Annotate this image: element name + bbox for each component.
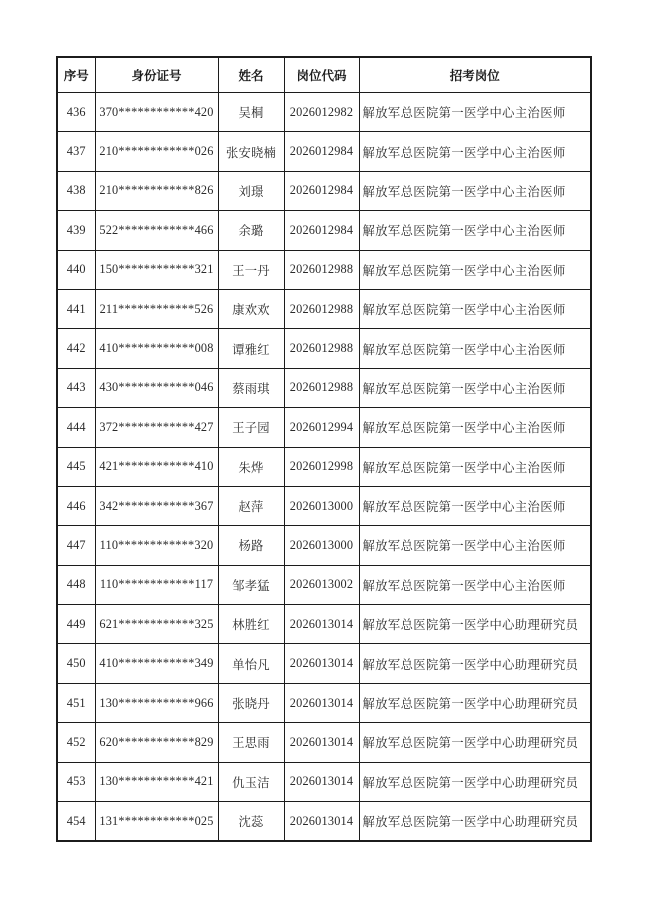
cell-id-number: 211************526 bbox=[95, 289, 218, 328]
cell-name: 康欢欢 bbox=[218, 289, 284, 328]
cell-position-code: 2026012984 bbox=[284, 132, 359, 171]
cell-position-code: 2026012984 bbox=[284, 211, 359, 250]
cell-id-number: 370************420 bbox=[95, 93, 218, 132]
cell-name: 余璐 bbox=[218, 211, 284, 250]
cell-position-code: 2026013014 bbox=[284, 723, 359, 762]
candidate-roster-table bbox=[56, 56, 592, 842]
cell-position-code: 2026012984 bbox=[284, 171, 359, 210]
cell-id-number: 620************829 bbox=[95, 723, 218, 762]
cell-serial: 454 bbox=[57, 802, 95, 842]
cell-name: 邹孝猛 bbox=[218, 565, 284, 604]
cell-id-number: 150************321 bbox=[95, 250, 218, 289]
cell-position-title: 解放军总医院第一医学中心助理研究员 bbox=[359, 683, 591, 722]
table-row bbox=[57, 486, 591, 525]
cell-id-number: 342************367 bbox=[95, 486, 218, 525]
cell-serial: 444 bbox=[57, 408, 95, 447]
cell-serial: 449 bbox=[57, 605, 95, 644]
cell-id-number: 130************421 bbox=[95, 762, 218, 801]
table-row bbox=[57, 723, 591, 762]
cell-id-number: 110************117 bbox=[95, 565, 218, 604]
cell-serial: 447 bbox=[57, 526, 95, 565]
table-row bbox=[57, 683, 591, 722]
cell-serial: 453 bbox=[57, 762, 95, 801]
cell-serial: 450 bbox=[57, 644, 95, 683]
cell-position-code: 2026012998 bbox=[284, 447, 359, 486]
cell-position-title: 解放军总医院第一医学中心助理研究员 bbox=[359, 802, 591, 842]
cell-position-code: 2026013002 bbox=[284, 565, 359, 604]
cell-id-number: 621************325 bbox=[95, 605, 218, 644]
table-row bbox=[57, 408, 591, 447]
cell-position-code: 2026013000 bbox=[284, 486, 359, 525]
cell-position-title: 解放军总医院第一医学中心主治医师 bbox=[359, 486, 591, 525]
cell-id-number: 210************826 bbox=[95, 171, 218, 210]
table-row bbox=[57, 93, 591, 132]
cell-position-title: 解放军总医院第一医学中心主治医师 bbox=[359, 289, 591, 328]
cell-name: 王思雨 bbox=[218, 723, 284, 762]
table-row bbox=[57, 644, 591, 683]
cell-name: 仇玉洁 bbox=[218, 762, 284, 801]
cell-position-title: 解放军总医院第一医学中心助理研究员 bbox=[359, 762, 591, 801]
cell-name: 吴桐 bbox=[218, 93, 284, 132]
cell-position-title: 解放军总医院第一医学中心主治医师 bbox=[359, 211, 591, 250]
cell-position-title: 解放军总医院第一医学中心助理研究员 bbox=[359, 644, 591, 683]
table-row bbox=[57, 289, 591, 328]
cell-serial: 439 bbox=[57, 211, 95, 250]
cell-position-code: 2026012994 bbox=[284, 408, 359, 447]
table-row bbox=[57, 526, 591, 565]
cell-name: 杨路 bbox=[218, 526, 284, 565]
cell-name: 张安晓楠 bbox=[218, 132, 284, 171]
cell-position-code: 2026013014 bbox=[284, 802, 359, 842]
column-header-name: 姓名 bbox=[218, 57, 284, 93]
cell-id-number: 210************026 bbox=[95, 132, 218, 171]
cell-position-code: 2026012988 bbox=[284, 329, 359, 368]
cell-position-title: 解放军总医院第一医学中心主治医师 bbox=[359, 329, 591, 368]
cell-name: 单怡凡 bbox=[218, 644, 284, 683]
cell-position-code: 2026012988 bbox=[284, 368, 359, 407]
cell-serial: 443 bbox=[57, 368, 95, 407]
cell-position-code: 2026013000 bbox=[284, 526, 359, 565]
cell-position-code: 2026012982 bbox=[284, 93, 359, 132]
cell-position-code: 2026013014 bbox=[284, 605, 359, 644]
cell-name: 谭雅红 bbox=[218, 329, 284, 368]
table-row bbox=[57, 447, 591, 486]
cell-serial: 438 bbox=[57, 171, 95, 210]
cell-serial: 441 bbox=[57, 289, 95, 328]
table-body bbox=[57, 93, 591, 842]
table-row bbox=[57, 329, 591, 368]
cell-name: 王子园 bbox=[218, 408, 284, 447]
table-row bbox=[57, 171, 591, 210]
table-row bbox=[57, 132, 591, 171]
cell-position-title: 解放军总医院第一医学中心主治医师 bbox=[359, 447, 591, 486]
cell-serial: 446 bbox=[57, 486, 95, 525]
cell-serial: 440 bbox=[57, 250, 95, 289]
table-row bbox=[57, 565, 591, 604]
cell-position-title: 解放军总医院第一医学中心助理研究员 bbox=[359, 723, 591, 762]
cell-id-number: 410************349 bbox=[95, 644, 218, 683]
cell-serial: 452 bbox=[57, 723, 95, 762]
column-header-position: 招考岗位 bbox=[359, 57, 591, 93]
cell-name: 刘璟 bbox=[218, 171, 284, 210]
cell-position-title: 解放军总医院第一医学中心主治医师 bbox=[359, 526, 591, 565]
cell-name: 林胜红 bbox=[218, 605, 284, 644]
cell-serial: 451 bbox=[57, 683, 95, 722]
column-header-id-number: 身份证号 bbox=[95, 57, 218, 93]
table-row bbox=[57, 211, 591, 250]
cell-serial: 445 bbox=[57, 447, 95, 486]
table-row bbox=[57, 368, 591, 407]
cell-name: 朱烨 bbox=[218, 447, 284, 486]
cell-id-number: 130************966 bbox=[95, 683, 218, 722]
table-row bbox=[57, 250, 591, 289]
cell-name: 沈蕊 bbox=[218, 802, 284, 842]
table-row bbox=[57, 605, 591, 644]
cell-position-title: 解放军总医院第一医学中心主治医师 bbox=[359, 408, 591, 447]
cell-position-code: 2026013014 bbox=[284, 644, 359, 683]
column-header-position-code: 岗位代码 bbox=[284, 57, 359, 93]
cell-serial: 442 bbox=[57, 329, 95, 368]
cell-position-title: 解放军总医院第一医学中心助理研究员 bbox=[359, 605, 591, 644]
cell-name: 赵萍 bbox=[218, 486, 284, 525]
cell-position-code: 2026013014 bbox=[284, 762, 359, 801]
cell-position-title: 解放军总医院第一医学中心主治医师 bbox=[359, 171, 591, 210]
cell-id-number: 430************046 bbox=[95, 368, 218, 407]
cell-id-number: 131************025 bbox=[95, 802, 218, 842]
cell-name: 王一丹 bbox=[218, 250, 284, 289]
cell-id-number: 110************320 bbox=[95, 526, 218, 565]
cell-position-title: 解放军总医院第一医学中心主治医师 bbox=[359, 132, 591, 171]
cell-serial: 436 bbox=[57, 93, 95, 132]
cell-serial: 437 bbox=[57, 132, 95, 171]
cell-position-title: 解放军总医院第一医学中心主治医师 bbox=[359, 93, 591, 132]
cell-position-title: 解放军总医院第一医学中心主治医师 bbox=[359, 565, 591, 604]
cell-position-title: 解放军总医院第一医学中心主治医师 bbox=[359, 368, 591, 407]
cell-id-number: 421************410 bbox=[95, 447, 218, 486]
cell-position-code: 2026012988 bbox=[284, 250, 359, 289]
cell-position-code: 2026012988 bbox=[284, 289, 359, 328]
table-header-row bbox=[57, 57, 591, 93]
cell-name: 蔡雨琪 bbox=[218, 368, 284, 407]
cell-id-number: 522************466 bbox=[95, 211, 218, 250]
table-row bbox=[57, 802, 591, 842]
cell-serial: 448 bbox=[57, 565, 95, 604]
cell-id-number: 372************427 bbox=[95, 408, 218, 447]
cell-id-number: 410************008 bbox=[95, 329, 218, 368]
cell-position-title: 解放军总医院第一医学中心主治医师 bbox=[359, 250, 591, 289]
cell-position-code: 2026013014 bbox=[284, 683, 359, 722]
cell-name: 张晓丹 bbox=[218, 683, 284, 722]
column-header-serial: 序号 bbox=[57, 57, 95, 93]
table-row bbox=[57, 762, 591, 801]
